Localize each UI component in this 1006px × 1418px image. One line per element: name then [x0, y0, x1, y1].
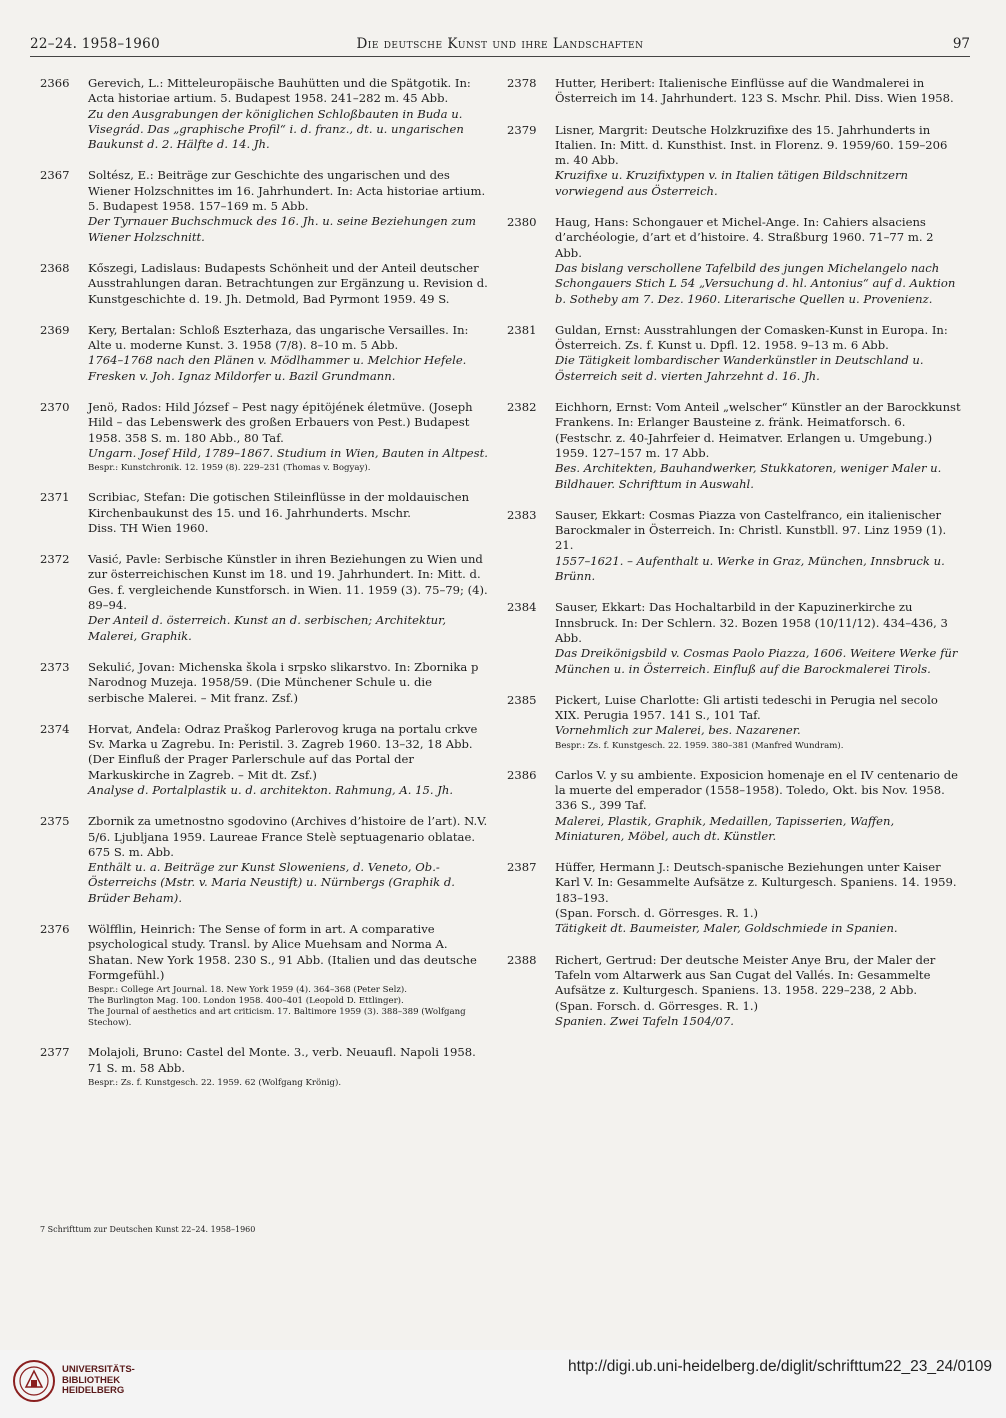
- entry-number: 2379: [507, 122, 537, 137]
- bibliography-entry: [507, 76, 962, 107]
- entry-annotation: Spanien. Zwei Tafeln 1504/07.: [555, 1013, 734, 1028]
- entry-number: 2374: [40, 721, 70, 736]
- bibliography-entry: [507, 953, 962, 1029]
- entry-annotation: Das Dreikönigsbild v. Cosmas Paolo Piazza, 1606. Weitere Werke für München u. in Österreich. Einfluß auf die Barockmalerei Tirols.: [555, 646, 958, 676]
- entry-number: 2372: [40, 552, 70, 567]
- entry-citation: Eichhorn, Ernst: Vom Anteil „welscher“ Künstler an der Barockkunst Frankens. In: Erlanger Bausteine z. fränk. Heimatforsch. 6. (Festschr. z. 40-Jahrfeier d. Heimatver. Erlangen u. Umgebung.) 1959. 127–157 m. 17 Abb.: [555, 400, 961, 460]
- bibliography-entry: [40, 660, 490, 706]
- entry-number: 2387: [507, 860, 537, 875]
- entry-number: 2388: [507, 952, 537, 967]
- bibliography-entry: [507, 860, 962, 936]
- bibliography-entry: [507, 693, 962, 752]
- bibliography-entry: [40, 400, 490, 474]
- library-name: UNIVERSITÄTS- BIBLIOTHEK HEIDELBERG: [62, 1364, 135, 1396]
- entry-annotation: Die Tätigkeit lombardischer Wanderkünstler in Deutschland u. Österreich seit d. vierten Jahrzehnt d. 16. Jh.: [555, 353, 924, 383]
- entry-number: 2373: [40, 659, 70, 674]
- entry-annotation: Der Tyrnauer Buchschmuck des 16. Jh. u. seine Beziehungen zum Wiener Holzschnitt.: [88, 214, 477, 244]
- entry-citation: Sauser, Ekkart: Cosmas Piazza von Castelfranco, ein italienischer Barockmaler in Österreich. In: Christl. Kunstbll. 97. Linz 1959 (1). 21.: [555, 507, 947, 553]
- entry-number: 2386: [507, 767, 537, 782]
- entry-citation: Sekulić, Jovan: Michenska škola i srpsko slikarstvo. In: Zbornika p Narodnog Muzeja. 1958/59. (Die Münchener Schule u. die serbische Malerei. – Mit franz. Zsf.): [88, 659, 479, 705]
- bibliography-entry: [40, 722, 490, 798]
- bibliography-entry: [40, 168, 490, 244]
- entry-citation: Wölfflin, Heinrich: The Sense of form in art. A comparative psychological study. Transl. by Alice Muehsam and Norma A. Shatan. New York 1958. 230 S., 91 Abb. (Italien und das deutsche Formgefühl.): [88, 922, 477, 982]
- entry-citation: Lisner, Margrit: Deutsche Holzkruzifixe des 15. Jahrhunderts in Italien. In: Mitt. d. Kunsthist. Inst. in Florenz. 9. 1959/60. 159–206 m. 40 Abb.: [555, 122, 948, 168]
- bibliography-entry: [40, 490, 490, 536]
- bibliography-entry: [40, 323, 490, 384]
- entry-citation: Sauser, Ekkart: Das Hochaltarbild in der Kapuzinerkirche zu Innsbruck. In: Der Schlern. 32. Bozen 1958 (10/11/12). 434–436, 3 Abb.: [555, 600, 948, 645]
- entry-number: 2378: [507, 76, 537, 90]
- right-column: [507, 76, 962, 1045]
- entry-number: 2368: [40, 260, 70, 275]
- entry-number: 2366: [40, 76, 70, 90]
- entry-citation: Horvat, Anđela: Odraz Praškog Parlerovog kruga na portalu crkve Sv. Marka u Zagrebu. In: Peristil. 3. Zagreb 1960. 13–32, 18 Abb. (Der Einfluß der Prager Parlerschule auf das Portal der Markuskirche in Zagreb. – Mit dt. Zsf.): [88, 721, 478, 782]
- viewer-footer: [0, 1350, 1006, 1418]
- entry-number: 2377: [40, 1045, 70, 1060]
- entry-annotation: Vornehmlich zur Malerei, bes. Nazarener.: [555, 723, 801, 738]
- entry-annotation: Bes. Architekten, Bauhandwerker, Stukkatoren, weniger Maler u. Bildhauer. Schrifttum in Auswahl.: [555, 461, 942, 491]
- entry-annotation: Zu den Ausgrabungen der königlichen Schloßbauten in Buda u. Visegrád. Das „graphische Profil“ i. d. franz., dt. u. ungarischen Baukunst d. 2. Hälfte d. 14. Jh.: [88, 106, 464, 152]
- entry-citation: Guldan, Ernst: Ausstrahlungen der Comasken-Kunst in Europa. In: Österreich. Zs. f. Kunst u. Dpfl. 12. 1958. 9–13 m. 6 Abb.: [555, 322, 948, 353]
- entry-annotation: Kruzifixe u. Kruzifixtypen v. in Italien tätigen Bildschnitzern vorwiegend aus Österreich.: [555, 168, 908, 198]
- entry-number: 2381: [507, 322, 537, 337]
- entry-review: Bespr.: Zs. f. Kunstgesch. 22. 1959. 380–381 (Manfred Wundram).: [555, 740, 844, 751]
- entry-number: 2385: [507, 692, 537, 707]
- entry-citation: Kery, Bertalan: Schloß Eszterhaza, das ungarische Versailles. In: Alte u. moderne Kunst. 3. 1958 (7/8). 8–10 m. 5 Abb.: [88, 322, 469, 353]
- bibliography-entry: [40, 261, 490, 307]
- entry-citation: Jenö, Rados: Hild József – Pest nagy épitöjének életmüve. (Joseph Hild – das Lebenswerk des großen Erbauers von Pest.) Budapest 1958. 358 S. m. 180 Abb., 80 Taf.: [88, 400, 473, 445]
- entry-annotation: Tätigkeit dt. Baumeister, Maler, Goldschmiede in Spanien.: [555, 921, 898, 936]
- entry-number: 2383: [507, 507, 537, 522]
- bibliography-entry: [507, 123, 962, 199]
- left-column: [40, 76, 490, 1105]
- entry-citation: Hutter, Heribert: Italienische Einflüsse auf die Wandmalerei in Österreich im 14. Jahrhundert. 123 S. Mschr. Phil. Diss. Wien 1958.: [555, 76, 954, 106]
- bibliography-entry: [507, 323, 962, 384]
- header-range: 22–24. 1958–1960: [30, 36, 160, 52]
- entry-citation: Soltész, E.: Beiträge zur Geschichte des ungarischen und des Wiener Holzschnittes im 16. Jahrhundert. In: Acta historiae artium. 5. Budapest 1958. 157–169 m. 5 Abb.: [88, 168, 486, 214]
- entry-annotation: Ungarn. Josef Hild, 1789–1867. Studium in Wien, Bauten in Altpest.: [88, 445, 488, 460]
- entry-number: 2382: [507, 400, 537, 415]
- entry-number: 2380: [507, 215, 537, 230]
- entry-annotation: Das bislang verschollene Tafelbild des jungen Michelangelo nach Schongauers Stich L 54 „Versuchung d. hl. Antonius“ auf d. Auktion b. Sotheby am 7. Dez. 1960. Literarische Quellen u. Provenienz.: [555, 260, 956, 306]
- entry-citation: Richert, Gertrud: Der deutsche Meister Anye Bru, der Maler der Tafeln vom Altarwerk aus San Cugat del Vallés. In: Gesammelte Aufsätze z. Kulturgesch. Spaniens. 13. 1958. 229–238, 2 Abb. (Span. Forsch. d. Görresges. R. 1.): [555, 952, 936, 1013]
- entry-citation: Haug, Hans: Schongauer et Michel-Ange. In: Cahiers alsaciens d’archéologie, d’art et d’histoire. 4. Straßburg 1960. 71–77 m. 2 Abb.: [555, 215, 934, 260]
- footnote: 7 Schrifttum zur Deutschen Kunst 22–24. 1958–1960: [40, 1225, 256, 1234]
- bibliography-entry: [507, 768, 962, 844]
- bibliography-entry: [40, 922, 490, 1029]
- entry-citation: Scribiac, Stefan: Die gotischen Stileinflüsse in der moldauischen Kirchenbaukunst des 15. und 16. Jahrhunderts. Mschr. Diss. TH Wien 1960.: [88, 490, 470, 535]
- entry-number: 2375: [40, 814, 70, 829]
- entry-annotation: Analyse d. Portalplastik u. d. architekton. Rahmung, A. 15. Jh.: [88, 782, 454, 797]
- entry-citation: Gerevich, L.: Mitteleuropäische Bauhütten und die Spätgotik. In: Acta historiae artium. 5. Budapest 1958. 241–282 m. 45 Abb.: [88, 76, 471, 106]
- bibliography-entry: [40, 1045, 490, 1089]
- bibliography-entry: [507, 215, 962, 307]
- bibliography-entry: [507, 508, 962, 584]
- entry-review: Bespr.: College Art Journal. 18. New York 1959 (4). 364–368 (Peter Selz). The Burlington Mag. 100. London 1958. 400–401 (Leopold D. Ettlinger). The Journal of aesthetics and art criticism. 17. Baltimore 1959 (3). 388–389 (Wolfgang Stechow).: [88, 985, 466, 1029]
- entry-number: 2384: [507, 600, 537, 615]
- entry-review: Bespr.: Kunstchronik. 12. 1959 (8). 229–231 (Thomas v. Bogyay).: [88, 463, 371, 474]
- entry-annotation: 1557–1621. – Aufenthalt u. Werke in Graz, München, Innsbruck u. Brünn.: [555, 553, 945, 584]
- entry-annotation: 1764–1768 nach den Plänen v. Mödlhammer u. Melchior Hefele. Fresken v. Joh. Ignaz Mildorfer u. Bazil Grundmann.: [88, 353, 467, 383]
- header-title: Die deutsche Kunst und ihre Landschaften: [356, 36, 644, 52]
- entry-annotation: Enthält u. a. Beiträge zur Kunst Sloweniens, d. Veneto, Ob.-Österreichs (Mstr. v. Maria Neustift) u. Nürnbergs (Graphik d. Brüder Beham).: [88, 860, 455, 905]
- bibliography-entry: [40, 814, 490, 906]
- entry-review: Bespr.: Zs. f. Kunstgesch. 22. 1959. 62 (Wolfgang Krönig).: [88, 1077, 342, 1088]
- entry-citation: Zbornik za umetnostno sgodovino (Archives d’histoire de l’art). N.V. 5/6. Ljubljana 1959. Laureae France Stelè septuagenario oblatae. 675 S. m. Abb.: [88, 814, 488, 859]
- permalink[interactable]: http://digi.ub.uni-heidelberg.de/diglit/schrifttum22_23_24/0109: [568, 1358, 992, 1375]
- university-seal-icon: [12, 1359, 56, 1403]
- entry-annotation: Der Anteil d. österreich. Kunst an d. serbischen; Architektur, Malerei, Graphik.: [88, 613, 447, 643]
- entry-citation: Kőszegi, Ladislaus: Budapests Schönheit und der Anteil deutscher Ausstrahlungen daran. Betrachtungen zur Ergänzung u. Revision d. Kunstgeschichte d. 19. Jh. Detmold, Bad Pyrmont 1959. 49 S.: [88, 260, 488, 306]
- entry-number: 2376: [40, 922, 70, 937]
- entry-number: 2367: [40, 168, 70, 183]
- entry-citation: Pickert, Luise Charlotte: Gli artisti tedeschi in Perugia nel secolo XIX. Perugia 1957. 141 S., 101 Taf.: [555, 692, 938, 723]
- entry-citation: Carlos V. y su ambiente. Exposicion homenaje en el IV centenario de la muerte del emperador (1558–1958). Toledo, Okt. bis Nov. 1958. 336 S., 399 Taf.: [555, 767, 958, 813]
- bibliography-entry: [507, 600, 962, 676]
- entry-citation: Hüffer, Hermann J.: Deutsch-spanische Beziehungen unter Kaiser Karl V. In: Gesammelte Aufsätze z. Kulturgesch. Spaniens. 14. 1959. 183–193. (Span. Forsch. d. Görresges. R. 1.): [555, 860, 957, 921]
- running-header: [30, 36, 970, 54]
- page-number: 97: [952, 36, 970, 52]
- entry-citation: Vasić, Pavle: Serbische Künstler in ihren Beziehungen zu Wien und zur österreichischen Kunst im 18. und 19. Jahrhundert. In: Mitt. d. Ges. f. vergleichende Kunstforsch. in Wien. 11. 1959 (3). 75–79; (4). 89–94.: [88, 552, 488, 613]
- entry-number: 2371: [40, 490, 70, 505]
- entry-citation: Molajoli, Bruno: Castel del Monte. 3., verb. Neuaufl. Napoli 1958. 71 S. m. 58 Abb.: [88, 1045, 476, 1075]
- entry-annotation: Malerei, Plastik, Graphik, Medaillen, Tapisserien, Waffen, Miniaturen, Möbel, auch dt. Künstler.: [555, 813, 895, 843]
- entry-number: 2370: [40, 400, 70, 415]
- header-rule: [30, 56, 970, 57]
- bibliography-entry: [507, 400, 962, 492]
- entry-number: 2369: [40, 322, 70, 337]
- bibliography-entry: [40, 552, 490, 644]
- bibliography-entry: [40, 76, 490, 152]
